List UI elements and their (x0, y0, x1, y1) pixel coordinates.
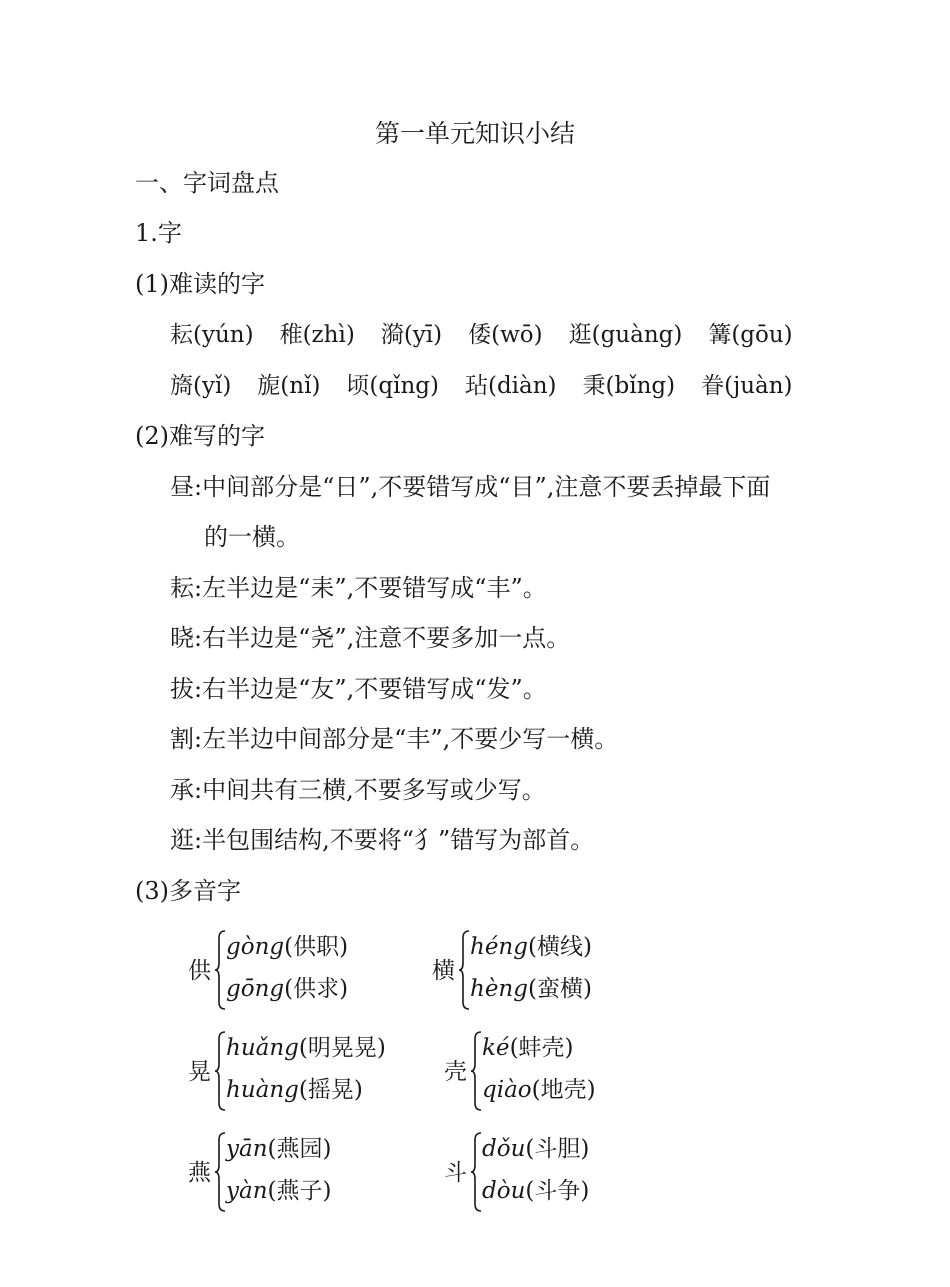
example-word: (横线) (527, 934, 592, 960)
reading-item: 眷(juàn) (701, 373, 793, 399)
polyphone-group (188, 1029, 428, 1115)
reading-2 (226, 1172, 331, 1205)
example-word: (供职) (284, 934, 349, 960)
polyphone-char: 燕 (188, 1160, 211, 1186)
polyphone-group (444, 1029, 664, 1115)
reading-2 (482, 1071, 596, 1104)
polyphone-heading: (3)多音字 (135, 877, 241, 905)
reading-2 (482, 1172, 589, 1205)
example-word: (地壳) (531, 1077, 596, 1103)
pinyin: qiào (482, 1077, 532, 1103)
polyphone-char: 供 (188, 958, 211, 984)
polyphone-char: 壳 (444, 1059, 467, 1085)
polyphone-char: 晃 (188, 1059, 211, 1085)
reading-2 (226, 970, 348, 1003)
brace-icon (214, 1132, 226, 1212)
polyphone-group (188, 928, 408, 1014)
polyphone-group (444, 1130, 664, 1216)
brace-icon (214, 930, 226, 1010)
example-word: (供求) (284, 976, 349, 1002)
example-word: (明晃晃) (298, 1035, 386, 1061)
reading-2 (226, 1071, 363, 1104)
hard-read-row-1 (170, 318, 819, 352)
polyphone-char: 横 (432, 958, 455, 984)
brace-icon (470, 1031, 482, 1111)
reading-1 (226, 1130, 331, 1163)
reading-item: 耘(yún) (170, 322, 254, 348)
reading-item: 稚(zhì) (279, 322, 355, 348)
pinyin: hèng (470, 976, 528, 1002)
reading-1 (470, 928, 592, 961)
example-word: (燕园) (267, 1136, 332, 1162)
hard-write-note: 承:中间共有三横,不要多写或少写。 (170, 776, 546, 804)
hard-write-note: 割:左半边中间部分是“丰”,不要少写一横。 (170, 725, 619, 753)
reading-item: 旖(yǐ) (170, 373, 232, 399)
hard-read-row-2 (170, 369, 819, 403)
pinyin: huǎng (226, 1035, 299, 1061)
hard-write-note: 晓:右半边是“尧”,注意不要多加一点。 (170, 624, 571, 652)
brace-icon (214, 1031, 226, 1111)
pinyin: yàn (226, 1178, 268, 1204)
example-word: (摇晃) (298, 1077, 363, 1103)
example-word: (燕子) (267, 1178, 332, 1204)
pinyin: gòng (226, 934, 285, 960)
pinyin: ké (482, 1035, 510, 1061)
reading-item: 顷(qǐng) (346, 373, 439, 399)
example-word: (蛮横) (527, 976, 592, 1002)
reading-item: 倭(wō) (468, 322, 543, 348)
subsection-heading: 1.字 (135, 219, 182, 247)
reading-item: 漪(yī) (380, 322, 443, 348)
hard-write-note: 昼:中间部分是“日”,不要错写成“目”,注意不要丢掉最下面 (170, 473, 771, 501)
pinyin: yān (226, 1136, 268, 1162)
polyphone-group (188, 1130, 408, 1216)
example-word: (斗胆) (525, 1136, 590, 1162)
pinyin: gōng (226, 976, 285, 1002)
reading-1 (482, 1029, 574, 1062)
brace-icon (458, 930, 470, 1010)
hard-read-heading: (1)难读的字 (135, 270, 265, 298)
hard-write-note: 耘:左半边是“耒”,不要错写成“丰”。 (170, 574, 547, 602)
hard-write-heading: (2)难写的字 (135, 422, 265, 450)
reading-item: 逛(guàng) (568, 322, 683, 348)
reading-1 (482, 1130, 589, 1163)
pinyin: dǒu (482, 1136, 526, 1162)
reading-item: 玷(diàn) (464, 373, 557, 399)
example-word: (斗争) (525, 1178, 590, 1204)
pinyin: huàng (226, 1077, 299, 1103)
polyphone-group (432, 928, 652, 1014)
reading-1 (226, 928, 348, 961)
reading-2 (470, 970, 592, 1003)
pinyin: héng (470, 934, 528, 960)
hard-write-note: 逛:半包围结构,不要将“犭”错写为部首。 (170, 826, 595, 854)
section-heading: 一、字词盘点 (135, 169, 279, 197)
reading-item: 篝(gōu) (708, 322, 793, 348)
pinyin: dòu (482, 1178, 526, 1204)
reading-1 (226, 1029, 386, 1062)
example-word: (蚌壳) (509, 1035, 574, 1061)
reading-item: 旎(nǐ) (257, 373, 321, 399)
page-title: 第一单元知识小结 (374, 119, 575, 148)
hard-write-note: 拔:右半边是“友”,不要错写成“发”。 (170, 675, 547, 703)
polyphone-char: 斗 (444, 1160, 467, 1186)
hard-write-note-continued: 的一横。 (204, 523, 300, 551)
reading-item: 秉(bǐng) (582, 373, 676, 399)
brace-icon (470, 1132, 482, 1212)
